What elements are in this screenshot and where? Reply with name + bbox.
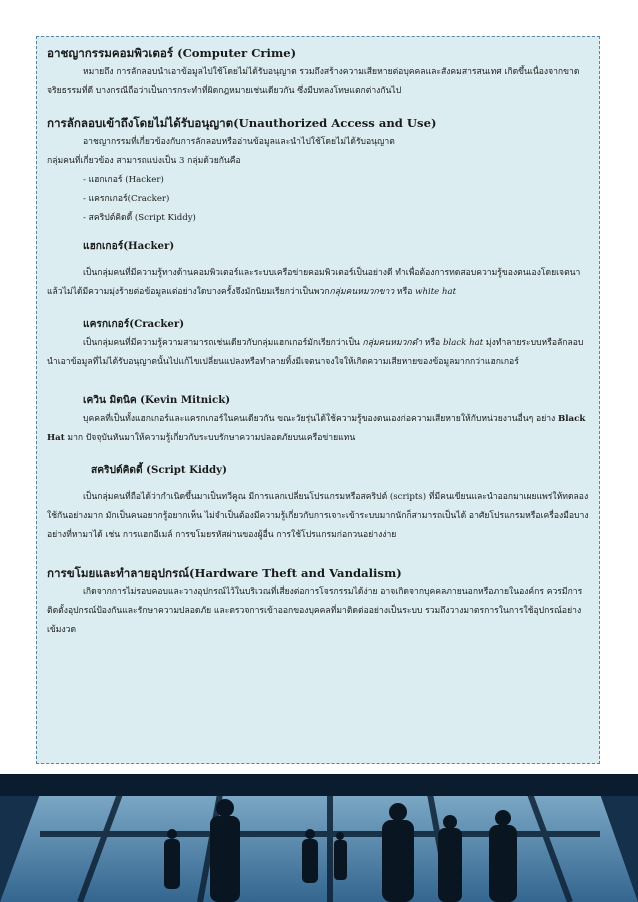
cracker-body: เป็นกลุ่มคนที่มีความรู้ความสามารถเช่นเดียวกับกลุ่มแฮกเกอร์มักเรียกว่าเป็น กลุ่มคนหมวกดำ หรือ black hat มุ่งทำลายระบบหรือลักลอบนำเอาข้อมูลที่ไม่ได้รับอนุญาตนั้นไปแก้ไขเปลี่ยนแปลงหรือทำลายทิ้งมีเจตนาจงใจให้เกิดความเสียหายของข้อมูลมากกว่าแฮกเกอร์ xyxy=(47,338,584,367)
hacker-body: เป็นกลุ่มคนที่มีความรู้ทางด้านคอมพิวเตอร์และระบบเครือข่ายคอมพิวเตอร์เป็นอย่างดี ทำเพื่อต้องการทดสอบความรู้ของตนเองโดยเจตนาแล้วไม่ได้มีความมุ่งร้ายต่อข้อมูลแต่อย่างใดบางครั้งจึงมักนิยมเรียกว่าเป็นพวกกลุ่มคนหมวกขาว หรือ white hat xyxy=(47,268,581,297)
computer-crime-heading: อาชญากรรมคอมพิวเตอร์ (Computer Crime) xyxy=(47,46,297,60)
kevin-mitnick-heading: เควิน มิตนิค (Kevin Mitnick) xyxy=(83,394,231,406)
group-item-cracker: - แครกเกอร์(Cracker) xyxy=(83,194,170,204)
hacker-heading: แฮกเกอร์(Hacker) xyxy=(83,240,175,252)
unauthorized-access-heading: การลักลอบเข้าถึงโดยไม่ได้รับอนุญาต(Unauthorized Access and Use) xyxy=(47,116,437,130)
kevin-mitnick-body: บุคคลที่เป็นทั้งแฮกเกอร์และแครกเกอร์ในคนเดียวกัน ขณะวัยรุ่นได้ใช้ความรู้ของตนเองก่อความเสียหายให้กับหน่วยงานอื่นๆ อย่าง Black Hat มาก ปัจจุบันหันมาให้ความรู้เกี่ยวกับระบบรักษาความปลอดภัยบนเครือข่ายแทน xyxy=(47,414,586,443)
cracker-heading: แครกเกอร์(Cracker) xyxy=(83,318,185,330)
airport-silhouette-image xyxy=(0,774,638,902)
content-panel xyxy=(36,36,600,764)
script-kiddy-heading: สคริปต์คิดดี้ (Script Kiddy) xyxy=(91,464,227,476)
unauthorized-access-intro: อาชญากรรมที่เกี่ยวข้องกับการลักลอบหรืออ่านข้อมูลและนำไปใช้โดยไม่ได้รับอนุญาต xyxy=(83,137,395,147)
hardware-theft-body: เกิดจากการไม่รอบคอบและวางอุปกรณ์ไว้ในบริเวณที่เสี่ยงต่อการโจรกรรมได้ง่าย อาจเกิดจากบุคคลภายนอกหรือภายในองค์กร ควรมีการติดตั้งอุปกรณ์ป้องกันและรักษาความปลอดภัย และตรวจการเข้าออกของบุคคลที่มาติดต่ออย่างเป็นระบบ รวมถึงวางมาตรการในการใช้อุปกรณ์อย่างเข้มงวด xyxy=(47,587,583,635)
hardware-theft-heading: การขโมยและทำลายอุปกรณ์(Hardware Theft and Vandalism) xyxy=(47,566,402,580)
people-silhouette-banner xyxy=(0,774,638,902)
computer-crime-body: หมายถึง การลักลอบนำเอาข้อมูลไปใช้โดยไม่ได้รับอนุญาต รวมถึงสร้างความเสียหายต่อบุคคลและสังคมสารสนเทศ เกิดขึ้นเนื่องจากขาด จริยธรรมที่ดี บางกรณีถือว่าเป็นการกระทำที่ผิดกฎหมายเช่นเดียวกัน ซึ่งมีบทลงโทษแตกต่างกันไป xyxy=(47,67,580,96)
group-item-hacker: - แฮกเกอร์ (Hacker) xyxy=(83,175,164,185)
group-item-script-kiddy: - สคริปต์คิดดี้ (Script Kiddy) xyxy=(83,213,196,223)
groups-intro: กลุ่มคนที่เกี่ยวข้อง สามารถแบ่งเป็น 3 กลุ่มด้วยกันคือ xyxy=(47,156,241,166)
script-kiddy-body: เป็นกลุ่มคนที่ถือได้ว่ากำเนิดขึ้นมาเป็นทวีคูณ มีการแลกเปลี่ยนโปรแกรมหรือสคริปต์ (scripts) ที่มีคนเขียนและนำออกมาเผยแพร่ให้ทดลองใช้กันอย่างมาก มักเป็นคนอยากรู้อยากเห็น ไม่จำเป็นต้องมีความรู้เกี่ยวกับการเจาะเข้าระบบมากนักก็สามารถเป็นได้ อาศัยโปรแกรมหรือเครื่องมือบางอย่างที่หามาได้ เช่น การแฮกอีเมล์ การขโมยรหัสผ่านของผู้อื่น การใช้โปรแกรมก่อกวนอย่างง่าย xyxy=(47,492,589,540)
